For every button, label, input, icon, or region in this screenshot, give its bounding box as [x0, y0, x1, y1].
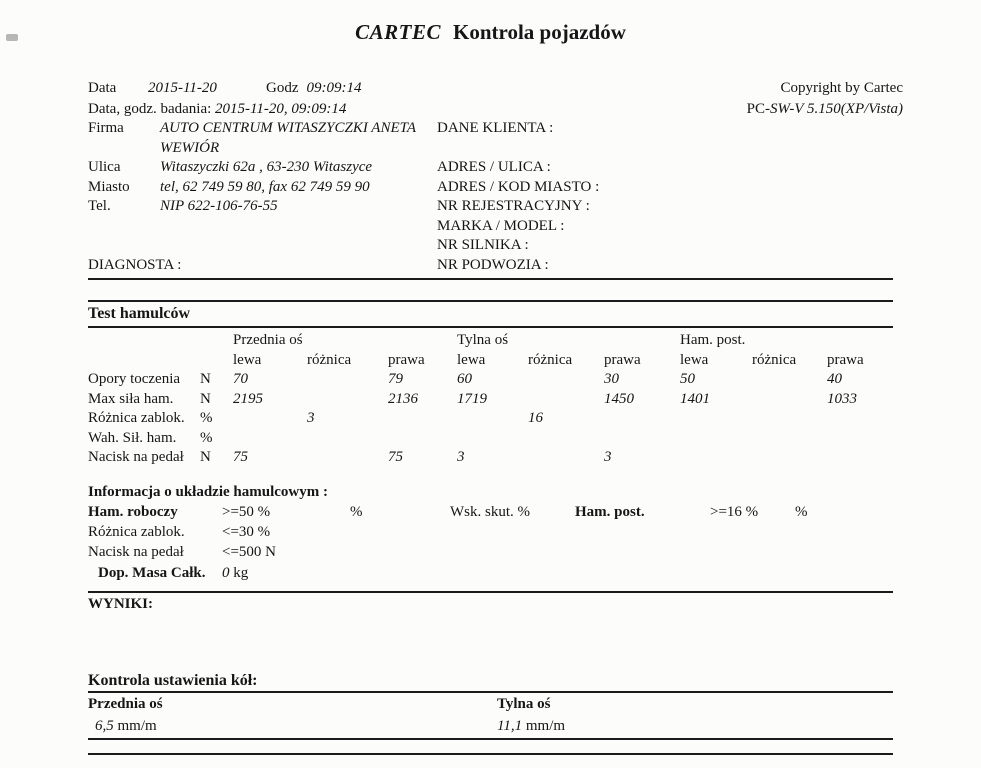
- cell: 75: [388, 449, 403, 465]
- axle-parking-header: Ham. post.: [680, 332, 746, 348]
- masa-value: [222, 563, 350, 583]
- col-header: różnica: [307, 352, 352, 368]
- date-line: [88, 78, 893, 99]
- cell: 79: [388, 371, 403, 387]
- client-info: [437, 119, 893, 275]
- ulica-label: Ulica: [88, 159, 121, 175]
- firma-value-2: WEWIÓR: [160, 139, 220, 156]
- row-unit: %: [200, 429, 213, 446]
- cell: 1719: [457, 390, 487, 407]
- ham-post-limit: >=16 %: [710, 503, 759, 520]
- wheel-axle-headers: [88, 693, 893, 715]
- client-field-marka: MARKA / MODEL :: [437, 217, 565, 234]
- col-header: prawa: [827, 352, 864, 368]
- cell: 2136: [388, 390, 418, 407]
- row-unit: N: [200, 390, 211, 407]
- tel-value: NIP 622-106-76-55: [160, 198, 278, 214]
- cell: [307, 370, 388, 390]
- cell: [457, 429, 528, 449]
- version-prefix: PC-: [746, 101, 770, 117]
- brake-info-title: Informacja o układzie hamulcowym :: [88, 483, 328, 500]
- divider: [88, 753, 893, 755]
- cell: [528, 390, 604, 410]
- col-header: prawa: [604, 352, 641, 368]
- cell: [752, 429, 827, 449]
- version-text: SW-V 5.150(XP/Vista): [769, 101, 903, 117]
- firma-row2: [88, 139, 437, 159]
- cell: 16: [528, 410, 543, 426]
- front-value-unit: mm/m: [117, 717, 157, 734]
- time-label: Godz: [266, 80, 299, 96]
- row-unit: N: [200, 449, 211, 465]
- firma-value: AUTO CENTRUM WITASZYCZKI ANETA: [160, 120, 417, 136]
- client-field-podwozia: NR PODWOZIA :: [437, 256, 549, 273]
- cell: [604, 429, 680, 449]
- axle-front-header: Przednia oś: [233, 332, 303, 348]
- miasto-label: Miasto: [88, 178, 130, 195]
- workshop-info: [88, 119, 437, 275]
- cell: [680, 409, 752, 429]
- nacisk-label: Nacisk na pedał: [88, 544, 184, 561]
- ham-roboczy-label: Ham. roboczy: [88, 503, 178, 520]
- client-field-kod: ADRES / KOD MIASTO :: [437, 178, 600, 195]
- client-field-rejestracyjny: NR REJESTRACYJNY :: [437, 198, 590, 214]
- cell: [752, 390, 827, 410]
- cell: [752, 448, 827, 468]
- col-header: lewa: [680, 352, 709, 368]
- client-field-silnika: NR SILNIKA :: [437, 237, 529, 253]
- cell: 3: [457, 449, 465, 465]
- cell: 30: [604, 371, 619, 387]
- col-header: lewa: [233, 352, 262, 368]
- exam-date-line: [88, 99, 893, 120]
- front-axle-value: [88, 715, 497, 738]
- exam-date-label: Data, godz. badania:: [88, 100, 212, 117]
- rear-value-unit: mm/m: [525, 717, 566, 734]
- report-meta: [88, 78, 893, 119]
- cell: 1401: [680, 390, 710, 407]
- col-header: różnica: [752, 352, 797, 368]
- cell: [680, 448, 752, 468]
- brake-info-row: [88, 542, 893, 562]
- row-label: Różnica zablok.: [88, 410, 185, 426]
- cell: [528, 370, 604, 390]
- results-label: WYNIKI:: [88, 595, 154, 612]
- firma-label: Firma: [88, 120, 124, 136]
- address-client-section: [88, 119, 893, 280]
- cell: [388, 409, 457, 429]
- front-value-number: 6,5: [95, 717, 114, 734]
- tel-label: Tel.: [88, 198, 111, 214]
- date-value: 2015-11-20: [148, 80, 217, 96]
- cell: [680, 429, 752, 449]
- tel-row: [88, 197, 437, 217]
- cell: [528, 429, 604, 449]
- page-title-text: Kontrola pojazdów: [453, 20, 626, 44]
- cell: 70: [233, 371, 248, 387]
- masa-label: Dop. Masa Całk.: [98, 564, 206, 581]
- cell: [604, 409, 680, 429]
- cell: 40: [827, 371, 842, 387]
- wsk-skut-label: Wsk. skut. %: [450, 503, 530, 520]
- cell: 50: [680, 371, 695, 387]
- rear-axle-label: Tylna oś: [497, 695, 551, 712]
- cell: [307, 390, 388, 410]
- masa-unit: kg: [233, 564, 249, 581]
- col-header: prawa: [388, 352, 425, 368]
- row-unit: N: [200, 371, 211, 387]
- cell: [233, 409, 307, 429]
- ulica-row: [88, 158, 437, 178]
- brake-test-table: [88, 330, 893, 468]
- cell: 2195: [233, 390, 263, 407]
- ulica-value: Witaszyczki 62a , 63-230 Witaszyce: [160, 159, 373, 175]
- brake-test-heading: Test hamulców: [88, 302, 893, 328]
- cell: [827, 409, 893, 429]
- brake-system-info: [88, 482, 893, 583]
- row-label: Opory toczenia: [88, 371, 181, 387]
- diagnosta-row: [88, 256, 437, 276]
- percent-placeholder: %: [350, 503, 363, 520]
- time-value: 09:09:14: [306, 80, 362, 96]
- ham-post-label: Ham. post.: [575, 503, 645, 520]
- rear-axle-value: [497, 715, 565, 738]
- cell: 75: [233, 449, 248, 465]
- ham-roboczy-limit: >=50 %: [222, 503, 271, 520]
- scan-artifact: [6, 34, 18, 41]
- date-label: Data: [88, 80, 117, 96]
- brake-info-row: [88, 522, 893, 542]
- page-title: [0, 0, 981, 46]
- miasto-value: tel, 62 749 59 80, fax 62 749 59 90: [160, 178, 370, 195]
- cell: [457, 409, 528, 429]
- copyright-line: Copyright by Cartec: [780, 80, 903, 96]
- cell: [752, 409, 827, 429]
- cell: 1450: [604, 390, 634, 407]
- firma-row: [88, 119, 437, 139]
- wheel-alignment-section: [88, 671, 893, 755]
- row-label: Wah. Sił. ham.: [88, 429, 177, 446]
- cell: [827, 429, 893, 449]
- col-header: różnica: [528, 352, 573, 368]
- cell: [388, 429, 457, 449]
- cell: [233, 429, 307, 449]
- client-title: DANE KLIENTA :: [437, 120, 554, 136]
- cell: 60: [457, 371, 472, 387]
- row-unit: %: [200, 410, 213, 426]
- col-header: lewa: [457, 352, 486, 368]
- cell: [827, 448, 893, 468]
- cell: [752, 370, 827, 390]
- brake-info-row: [88, 502, 893, 522]
- cell: [528, 448, 604, 468]
- nacisk-limit: <=500 N: [222, 544, 277, 561]
- cell: 3: [604, 449, 612, 465]
- roznica-zablok-label: Różnica zablok.: [88, 524, 185, 541]
- row-label: Max siła ham.: [88, 390, 174, 407]
- wheel-alignment-heading: Kontrola ustawienia kół:: [88, 671, 893, 693]
- cell: [307, 448, 388, 468]
- axle-rear-header: Tylna oś: [457, 332, 509, 348]
- rear-value-number: 11,1: [497, 717, 523, 734]
- miasto-row: [88, 178, 437, 198]
- masa-number: 0: [222, 564, 230, 581]
- client-field-ulica: ADRES / ULICA :: [437, 159, 551, 175]
- row-label: Nacisk na pedał: [88, 449, 184, 465]
- diagnosta-label: DIAGNOSTA :: [88, 256, 182, 273]
- brake-info-row: [88, 563, 893, 583]
- brand-name: CARTEC: [355, 20, 441, 44]
- cell: [307, 429, 388, 449]
- exam-date-value: 2015-11-20, 09:09:14: [215, 100, 347, 117]
- front-axle-label: Przednia oś: [88, 695, 163, 712]
- cell: 3: [307, 410, 315, 426]
- wheel-axle-values: [88, 715, 893, 740]
- cell: 1033: [827, 390, 857, 407]
- percent-placeholder: %: [795, 503, 808, 520]
- roznica-zablok-limit: <=30 %: [222, 524, 271, 541]
